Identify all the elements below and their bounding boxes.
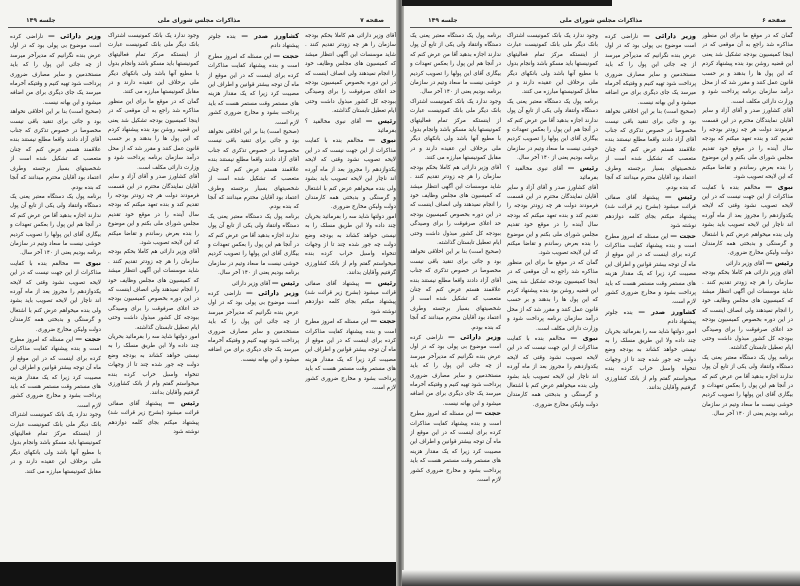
- paragraph-text: مخالفم بنده با کفایت مذاکرات از این جهت نیست که در این لایحه تصویب نشود وقتی که لایحه یکدوازدهم را مجروز بعد از ماه آورده اند ناچار این لایحه تصویب باید بشود ولی بنده میخواهم عرض کنم با اشتغال و گرسنگی و بدبختی همه کارمندان دولت ولیکن مخارج ضروری.: [507, 336, 598, 408]
- paragraph: [507, 184, 598, 259]
- page-gutter: [396, 0, 404, 586]
- paragraph-text: وجود ندارد یک بانک کمونیست اشتراک بانک دیگر ملی بانک کمونیست عبارت از اینستکه مرکز تمام فعالیتهای کمونیستها باید مسکو باشد وانجام بدول با مطیع آنها باشد ولی بانکهای دیگر ملی برخلاف این عقیده دارند و در مقابل کمونیستها مبارزه می کنند.: [410, 98, 501, 162]
- text-column: [208, 32, 299, 557]
- paragraph: [108, 399, 199, 438]
- speaker-name: حجت —: [475, 409, 501, 418]
- paragraph-text: (صحیح است) بنا بر این اخلاقی نخواهد بود و جائی برای تنقید باقی نیست مخصوصا در خصوص تذکری که جناب آقای آزاد دادند واقعا مطلع نیستند بنده علاقمند هستم عرض کنم که چنان متعصب که تشکیل شده است از شخصیتهای بسیار برجسته وطرف اعتماد بود آقایان محترم میدانند که آنجا که بنده بودم.: [208, 129, 299, 211]
- paragraph: [702, 269, 793, 354]
- paragraph-text: گمان که در موقع ما برای این منظور مذاکره شد راجع به آن موقعی که در اینجا کمیسیون بودجه تشکیل شد یعنی این قضیه روشن بود بنده پیشنهاد کردم که این پول ها را بدهند و بر حسب قانون عمل کنند و مقرر شد که از محل درآمد سازمان برنامه پرداخت شود و وزارت دارائی مکلف است.: [507, 259, 598, 332]
- speaker-name: رئیس —: [567, 163, 598, 172]
- paragraph: [108, 32, 199, 98]
- paragraph-text: آقای نبوی مخالفید ؟ بفرمائید: [305, 118, 396, 135]
- paragraph-text: ناراضی کرده است موضوع بی پولی بود که در اول عرض بنده نگرانیم که مدیرآخر میرسد از چه جائی این پول را که باید مستخدمین و سایر مصارف ضروری پرداخت شود تهیه کنیم و وقتیکه آخرماه میرسد یک جای دیگری برای من اضافه میشود و این بهانه نیست.: [410, 335, 501, 407]
- paragraph: [10, 259, 101, 335]
- speaker-name: کشاورز صدر —: [638, 307, 696, 316]
- paragraph: [410, 164, 501, 249]
- speaker-name: نبوی —: [765, 182, 793, 191]
- speaker-name: حجت —: [370, 317, 396, 326]
- speaker-name: نبوی —: [570, 334, 598, 342]
- paragraph-text: گمان که در موقع ما برای این منظور مذاکره شد راجع به آن موقعی که در اینجا کمیسیون بودجه تشکیل شد یعنی این قضیه روشن بود بنده پیشنهاد کردم که این پول ها را بدهند و بر حسب قانون عمل کنند و مقرر شد که از محل درآمد سازمان برنامه پرداخت شود و وزارت دارائی مکلف است.: [108, 98, 199, 171]
- text-column: [507, 32, 598, 557]
- paragraph: [305, 317, 396, 393]
- session-number: جلسه ۱۴۹: [428, 17, 458, 24]
- speaker-name: رئیس —: [364, 278, 396, 287]
- paragraph: [702, 183, 793, 259]
- speaker-name: نبوی —: [73, 258, 101, 267]
- text-column: [10, 32, 101, 557]
- paragraph-text: وجود ندارد یک بانک کمونیست اشتراک بانک دیگر ملی بانک کمونیست عبارت از اینستکه مرکز تمام فعالیتهای کمونیستها باید مسکو باشد وانجام بدول با مطیع آنها باشد ولی بانکهای دیگر ملی برخلاف این عقیده دارند و در مقابل کمونیستها مبارزه می کنند.: [108, 33, 199, 96]
- paragraph: [410, 248, 501, 333]
- page-number: صفحه ۶: [762, 17, 786, 24]
- paragraph-text: آقای وزیر دارائی: [231, 280, 271, 287]
- session-number: جلسه ۱۴۹: [26, 17, 56, 24]
- paragraph-text: این مسئله که امروز مطرح است و بنده پیشنهاد کفایت مذاکرات کرده برای اینست که در این موقع از ماه آن توجه بیشتر قوانین و اطراف این مصیبت کرد زیرا که یک مقدار هزینه های مستمر وقت مستمر هست که باید پرداخت بشود و مخارج ضروری کشور لازم است.: [410, 411, 501, 484]
- paragraph: [702, 107, 793, 182]
- paragraph-text: آقای وزیر دارائی هم کاملا بحکم بودجه سازمان را هر چه زودتر تقدیم کنند . شاید موسسات این آگهی انتظار میشد که کمیسیون های مجلس وظایف خود را انجام نمیدهند ولی انصاف اینست که در این دوره بخصوص کمیسیون بودجه حد اعلای صرفوقت را برای وصیدگی ببودجه کل کشور مبذول داشت وحتی ایام تعطیل تابستان گذاشته.: [108, 249, 199, 331]
- paragraph: [605, 328, 696, 394]
- paragraph-text: پیشنهاد آقای صفائی قرائت میشود (بشرح زیر قرائت شد) پیشنهاد میکنم بجای کلمه دوازدهم نوشته شود: [605, 194, 696, 230]
- speaker-name: وزیر دارائی —: [448, 333, 501, 341]
- paragraph-text: وجود ندارد یک بانک کمونیست اشتراک بانک دیگر ملی بانک کمونیست عبارت از اینستکه مرکز تمام فعالیتهای کمونیستها باید مسکو باشد وانجام بدول با مطیع آنها باشد ولی بانکهای دیگر ملی برخلاف این عقیده دارند و در مقابل کمونیستها مبارزه می کنند.: [10, 412, 101, 475]
- paragraph: [305, 279, 396, 318]
- paragraph-text: برنامه پول یک دستگاه معتبر یعنی یک دستگاه وانتقاد ولی یکی از تابع آن پول ندارند اجازه بدهید آقا من عرض کنم که در آنجا هم این پول را بعکس تعهدات و بیگاری آقای این پولها را تصویب کردیم خوشی نیست ما سعاد وتیم در سازمان برنامه بودیم یعنی از ۱۴۰ آخر سال.: [208, 213, 299, 277]
- paragraph: [208, 128, 299, 213]
- paragraph: [410, 409, 501, 485]
- speaker-name: حجت —: [670, 231, 696, 240]
- paragraph: [605, 308, 696, 328]
- paragraph-text: بنده جلوتر پیشنهاد دادم: [605, 309, 696, 326]
- paragraph: [108, 333, 199, 399]
- paragraph: [605, 232, 696, 308]
- paragraph: [507, 164, 598, 184]
- scan-edge-shadow: [402, 0, 612, 6]
- paragraph-text: پیشنهاد آقای صفائی قرائت میشود (بشرح زیر قرائت شد) پیشنهاد میکنم بجای کلمه دوازدهم نوشته شود: [305, 280, 396, 315]
- speaker-name: وزیر دارائی —: [246, 288, 299, 297]
- paragraph: [507, 334, 598, 410]
- paragraph-text: مخالفم بنده با کفایت مذاکرات از این جهت نیست که در این لایحه تصویب نشود وقتی که لایحه یکدوازدهم را مجروز بعد از ماه آورده اند ناچار این لایحه تصویب باید بشود ولی بنده میخواهم عرض کنم با اشتغال و گرسنگی و بدبختی همه کارمندان دولت ولیکن مخارج ضروری.: [305, 138, 396, 211]
- paragraph: [108, 173, 199, 248]
- paragraph: [208, 32, 299, 52]
- left-page-header: [8, 17, 390, 28]
- paragraph: [507, 32, 598, 98]
- text-column: [702, 32, 793, 557]
- paragraph-text: آقای کشاورز صدر و آقای آزاد و سایر آقایان نمایندگان محترم در این قسمت فرمودند دولت هر چه زودتر بودجه را تقدیم کند و بنده تعهد میکنم که بودجه سال آینده را در موقع خود تقدیم مجلس شورای ملی بکنم و این موضوع را بنده بعرض رساندم و تقاضا میکنم که این لایحه تصویب شود.: [507, 184, 598, 257]
- paragraph: [410, 32, 501, 98]
- paragraph: [305, 117, 396, 137]
- paragraph: [10, 32, 101, 108]
- paragraph: [208, 289, 299, 365]
- paragraph-text: آقای وزیر دارائی هم کاملا بحکم بودجه سازمان را هر چه زودتر تقدیم کنند . شاید موسسات این آگهی انتظار میشد که کمیسیون های مجلس وظایف خود را انجام نمیدهند ولی انصاف اینست که در این دوره بخصوص کمیسیون بودجه حد اعلای صرفوقت را برای وصیدگی ببودجه کل کشور مبذول داشت وحتی ایام تعطیل تابستان گذاشته.: [702, 270, 793, 352]
- paragraph-text: این مسئله که امروز مطرح است و بنده پیشنهاد کفایت مذاکرات کرده برای اینست که در این موقع از ماه آن توجه بیشتر قوانین و اطراف این مصیبت کرد زیرا که یک مقدار هزینه های مستمر وقت مستمر هست که باید پرداخت بشود و مخارج ضروری کشور لازم است.: [10, 337, 101, 409]
- text-column: [605, 32, 696, 557]
- speaker-name: حجت —: [273, 51, 299, 60]
- speaker-name: رئیس —: [271, 278, 299, 287]
- paragraph-text: آقای کشاورز صدر و آقای آزاد و سایر آقایان نمایندگان محترم در این قسمت فرمودند دولت هر چه زودتر بودجه را تقدیم کند و بنده تعهد میکنم که بودجه سال آینده را در موقع خود تقدیم مجلس شورای ملی بکنم و این موضوع را بنده بعرض رساندم و تقاضا میکنم که این لایحه تصویب شود.: [108, 174, 199, 246]
- paragraph-text: ناراضی کرده است موضوع بی پولی بود که در اول عرض بنده نگرانیم که مدیرآخر میرسد از چه جائی این پول را که باید مستخدمین و سایر مصارف ضروری پرداخت شود تهیه کنیم و وقتیکه آخرماه میرسد یک جای دیگری برای من اضافه میشود و این بهانه نیست.: [605, 34, 696, 106]
- paragraph: [507, 259, 598, 334]
- paragraph: [208, 213, 299, 279]
- speaker-name: وزیر دارائی —: [48, 32, 101, 40]
- paragraph: [10, 411, 101, 477]
- right-page-header: [410, 17, 792, 28]
- speaker-name: حجت —: [75, 335, 101, 343]
- paragraph-text: امور دولتها شاید سه را بفرمائید بحریان چند داده ولا این طریق مسلک را به نیستی خواهد کشاند به بودجه وضع دولت چه جور شده چند تا از وجهات تنخواه واسبل خراب کرده بنده میخواستم گفتم وام از بانک کشاورزی گرفتیم وآقایان بدانند.: [108, 334, 199, 397]
- scan-edge-shadow: [402, 570, 800, 586]
- paragraph: [702, 32, 793, 107]
- paragraph: [305, 32, 396, 117]
- speaker-name: نبوی —: [368, 136, 396, 145]
- paragraph-text: این مسئله که امروز مطرح است و بنده پیشنهاد کفایت مذاکرات کرده برای اینست که در این موقع از ماه آن توجه بیشتر قوانین و اطراف این مصیبت کرد زیرا که یک مقدار هزینه های مستمر وقت مستمر هست که باید پرداخت بشود و مخارج ضروری کشور لازم است.: [605, 233, 696, 306]
- speaker-name: رئیس —: [365, 116, 396, 125]
- paragraph: [208, 279, 299, 289]
- paragraph-text: برنامه پول یک دستگاه معتبر یعنی یک دستگاه وانتقاد ولی یکی از تابع آن پول ندارند اجازه بدهید آقا من عرض کنم که در آنجا هم این پول را بعکس تعهدات و بیگاری آقای این پولها را تصویب کردیم خوشی نیست ما سعاد وتیم در سازمان برنامه بودیم یعنی از ۱۴۰ آخر سال.: [410, 33, 501, 96]
- paragraph-text: بنده جلوتر پیشنهاد دادم: [208, 34, 299, 50]
- speaker-name: کشاورز صدر —: [241, 32, 299, 40]
- page-number: صفحه ۷: [360, 17, 384, 24]
- paragraph-text: آقای کشاورز صدر و آقای آزاد و سایر آقایان نمایندگان محترم در این قسمت فرمودند دولت هر چه زودتر بودجه را تقدیم کند و بنده تعهد میکنم که بودجه سال آینده را در موقع خود تقدیم مجلس شورای ملی بکنم و این موضوع را بنده بعرض رساندم و تقاضا میکنم که این لایحه تصویب شود.: [702, 108, 793, 181]
- paragraph-text: امور دولتها شاید سه را بفرمائید بحریان چند داده ولا این طریق مسلک را به نیستی خواهد کشاند به بودجه وضع دولت چه جور شده چند تا از وجهات تنخواه واسبل خراب کرده بنده میخواستم گفتم وام از بانک کشاورزی گرفتیم وآقایان بدانند.: [605, 328, 696, 392]
- paragraph-text: پیشنهاد آقای صفائی قرائت میشود (بشرح زیر قرائت شد) پیشنهاد میکنم بجای کلمه دوازدهم نوشته شود: [108, 400, 199, 436]
- paragraph: [208, 52, 299, 128]
- paragraph-text: آقای وزیر دارائی هم کاملا بحکم بودجه سازمان را هر چه زودتر تقدیم کنند . شاید موسسات این آگهی انتظار میشد که کمیسیون های مجلس وظایف خود را انجام نمیدهند ولی انصاف اینست که در این دوره بخصوص کمیسیون بودجه حد اعلای صرفوقت را برای وصیدگی ببودجه کل کشور مبذول داشت وحتی ایام تعطیل تابستان گذاشته.: [410, 164, 501, 246]
- paragraph-text: آقای نبوی مخالفید ؟ بفرمائید: [507, 165, 598, 182]
- paragraph-text: مخالفم بنده با کفایت مذاکرات از این جهت نیست که در این لایحه تصویب نشود وقتی که لایحه یکدوازدهم را مجروز بعد از ماه آورده اند ناچار این لایحه تصویب باید بشود ولی بنده میخواهم عرض کنم با اشتغال و گرسنگی و بدبختی همه کارمندان دولت ولیکن مخارج ضروری.: [10, 260, 101, 333]
- paragraph: [507, 98, 598, 164]
- paragraph-text: برنامه پول یک دستگاه معتبر یعنی یک دستگاه وانتقاد ولی یکی از تابع آن پول ندارند اجازه بدهید آقا من عرض کنم که در آنجا هم این پول را بعکس تعهدات و بیگاری آقای این پولها را تصویب کردیم خوشی نیست ما سعاد وتیم در سازمان برنامه بودیم یعنی از ۱۴۰ آخر سال.: [10, 193, 101, 257]
- paragraph: [305, 213, 396, 279]
- speaker-name: رئیس —: [765, 258, 793, 267]
- paragraph: [410, 98, 501, 164]
- text-column: [108, 32, 199, 557]
- paragraph: [702, 259, 793, 269]
- paragraph-text: امور دولتها شاید سه را بفرمائید بحریان چند داده ولا این طریق مسلک را به نیستی خواهد کشاند به بودجه وضع دولت چه جور شده چند تا از وجهات تنخواه واسبل خراب کرده بنده میخواستم گفتم وام از بانک کشاورزی گرفتیم وآقایان بدانند.: [305, 213, 396, 277]
- speaker-name: وزیر دارائی —: [643, 32, 696, 40]
- paragraph: [410, 333, 501, 409]
- paragraph-text: (صحیح است) بنا بر این اخلاقی نخواهد بود و جائی برای تنقید باقی نیست مخصوصا در خصوص تذکری که جناب آقای آزاد دادند واقعا مطلع نیستند بنده علاقمند هستم عرض کنم که چنان متعصب که تشکیل شده است از شخصیتهای بسیار برجسته وطرف اعتماد بود آقایان محترم میدانند که آنجا که بنده بودم.: [10, 109, 101, 191]
- paragraph-text: گمان که در موقع ما برای این منظور مذاکره شد راجع به آن موقعی که در اینجا کمیسیون بودجه تشکیل شد یعنی این قضیه روشن بود بنده پیشنهاد کردم که این پول ها را بدهند و بر حسب قانون عمل کنند و مقرر شد که از محل درآمد سازمان برنامه پرداخت شود و وزارت دارائی مکلف است.: [702, 33, 793, 105]
- running-title: مذاکرات مجلس شورای ملی: [157, 17, 241, 24]
- paragraph: [305, 136, 396, 212]
- speaker-name: رئیس —: [167, 398, 199, 407]
- paragraph-text: ناراضی کرده است موضوع بی پولی بود که در اول عرض بنده نگرانیم که مدیرآخر میرسد از چه جائی این پول را که باید مستخدمین و سایر مصارف ضروری پرداخت شود تهیه کنیم و وقتیکه آخرماه میرسد یک جای دیگری برای من اضافه میشود و این بهانه نیست.: [208, 290, 299, 363]
- paragraph-text: برنامه پول یک دستگاه معتبر یعنی یک دستگاه وانتقاد ولی یکی از تابع آن پول ندارند اجازه بدهید آقا من عرض کنم که در آنجا هم این پول را بعکس تعهدات و بیگاری آقای این پولها را تصویب کردیم خوشی نیست ما سعاد وتیم در سازمان برنامه بودیم یعنی از ۱۴۰ آخر سال.: [507, 98, 598, 162]
- left-page: [0, 0, 398, 586]
- paragraph-text: آقای وزیر دارائی: [725, 260, 765, 267]
- paragraph: [605, 193, 696, 232]
- right-page: [402, 0, 800, 586]
- scan-edge-shadow: [0, 562, 398, 586]
- paragraph-text: مخالفم بنده با کفایت مذاکرات از این جهت نیست که در این لایحه تصویب نشود وقتی که لایحه یکدوازدهم را مجروز بعد از ماه آورده اند ناچار این لایحه تصویب باید بشود ولی بنده میخواهم عرض کنم با اشتغال و گرسنگی و بدبختی همه کارمندان دولت ولیکن مخارج ضروری.: [702, 184, 793, 257]
- paragraph: [702, 354, 793, 420]
- paragraph-text: وجود ندارد یک بانک کمونیست اشتراک بانک دیگر ملی بانک کمونیست عبارت از اینستکه مرکز تمام فعالیتهای کمونیستها باید مسکو باشد وانجام بدول با مطیع آنها باشد ولی بانکهای دیگر ملی برخلاف این عقیده دارند و در مقابل کمونیستها مبارزه می کنند.: [507, 33, 598, 96]
- paragraph-text: برنامه پول یک دستگاه معتبر یعنی یک دستگاه وانتقاد ولی یکی از تابع آن پول ندارند اجازه بدهید آقا من عرض کنم که در آنجا هم این پول را بعکس تعهدات و بیگاری آقای این پولها را تصویب کردیم خوشی نیست ما سعاد وتیم در سازمان برنامه بودیم یعنی از ۱۴۰ آخر سال.: [702, 354, 793, 418]
- text-column: [410, 32, 501, 557]
- speaker-name: رئیس —: [664, 192, 696, 201]
- paragraph: [10, 193, 101, 259]
- text-column: [305, 32, 396, 557]
- paragraph-text: این مسئله که امروز مطرح است و بنده پیشنهاد کفایت مذاکرات کرده برای اینست که در این موقع از ماه آن توجه بیشتر قوانین و اطراف این مصیبت کرد زیرا که یک مقدار هزینه های مستمر وقت مستمر هست که باید پرداخت بشود و مخارج ضروری کشور لازم است.: [208, 53, 299, 126]
- paragraph: [10, 335, 101, 411]
- paragraph-text: آقای وزیر دارائی هم کاملا بحکم بودجه سازمان را هر چه زودتر تقدیم کنند . شاید موسسات این آگهی انتظار میشد که کمیسیون های مجلس وظایف خود را انجام نمیدهند ولی انصاف اینست که در این دوره بخصوص کمیسیون بودجه حد اعلای صرفوقت را برای وصیدگی ببودجه کل کشور مبذول داشت وحتی ایام تعطیل تابستان گذاشته.: [305, 33, 396, 115]
- paragraph: [605, 108, 696, 193]
- paragraph: [605, 32, 696, 108]
- running-title: مذاکرات مجلس شورای ملی: [559, 17, 643, 24]
- paragraph: [10, 108, 101, 193]
- paragraph: [108, 248, 199, 333]
- paragraph-text: (صحیح است) بنا بر این اخلاقی نخواهد بود و جائی برای تنقید باقی نیست مخصوصا در خصوص تذکری که جناب آقای آزاد دادند واقعا مطلع نیستند بنده علاقمند هستم عرض کنم که چنان متعصب که تشکیل شده است از شخصیتهای بسیار برجسته وطرف اعتماد بود آقایان محترم میدانند که آنجا که بنده بودم.: [605, 109, 696, 191]
- paragraph-text: ناراضی کرده است موضوع بی پولی بود که در اول عرض بنده نگرانیم که مدیرآخر میرسد از چه جائی این پول را که باید مستخدمین و سایر مصارف ضروری پرداخت شود تهیه کنیم و وقتیکه آخرماه میرسد یک جای دیگری برای من اضافه میشود و این بهانه نیست.: [10, 34, 101, 106]
- paragraph-text: (صحیح است) بنا بر این اخلاقی نخواهد بود و جائی برای تنقید باقی نیست مخصوصا در خصوص تذکری که جناب آقای آزاد دادند واقعا مطلع نیستند بنده علاقمند هستم عرض کنم که چنان متعصب که تشکیل شده است از شخصیتهای بسیار برجسته وطرف اعتماد بود آقایان محترم میدانند که آنجا که بنده بودم.: [410, 249, 501, 331]
- paragraph: [108, 98, 199, 173]
- paragraph-text: این مسئله که امروز مطرح است و بنده پیشنهاد کفایت مذاکرات کرده برای اینست که در این موقع از ماه آن توجه بیشتر قوانین و اطراف این مصیبت کرد زیرا که یک مقدار هزینه های مستمر وقت مستمر هست که باید پرداخت بشود و مخارج ضروری کشور لازم است.: [305, 319, 396, 392]
